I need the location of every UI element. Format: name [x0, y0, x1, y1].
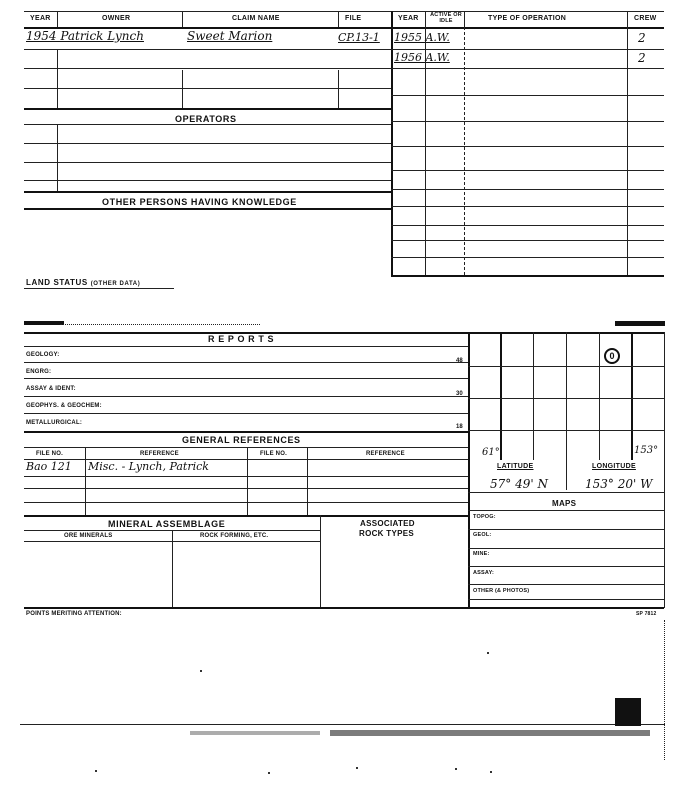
longitude-value: 153° 20' W — [585, 477, 653, 491]
header-year-2: YEAR — [398, 15, 419, 22]
header-file: FILE — [345, 15, 362, 22]
grid-right-lon: 153° — [634, 445, 659, 456]
land-status-title: LAND STATUS (OTHER DATA) — [26, 278, 141, 287]
location-circle-mark: 0 — [604, 348, 620, 364]
general-references-title: GENERAL REFERENCES — [182, 435, 301, 445]
latitude-label: LATITUDE — [497, 463, 534, 470]
longitude-label: LONGITUDE — [592, 463, 636, 470]
map-topog: TOPOG: — [473, 514, 496, 520]
header-owner: OWNER — [102, 15, 131, 22]
scan-smudge — [615, 321, 665, 326]
geology-label: GEOLOGY: — [26, 352, 60, 358]
ref-entry: Misc. - Lynch, Patrick — [88, 460, 209, 473]
claim-file-value: CP.13-1 — [338, 31, 380, 44]
rock-types-label: ROCK TYPES — [359, 529, 415, 538]
scan-smudge — [24, 321, 64, 325]
map-assay: ASSAY: — [473, 570, 495, 576]
points-meriting-attention: POINTS MERITING ATTENTION: — [26, 611, 122, 617]
geophys-geochem-label: GEOPHYS. & GEOCHEM: — [26, 403, 102, 409]
grid-left-lat: 61° — [482, 447, 500, 458]
header-crew: CREW — [634, 15, 657, 22]
claim-name-value: Sweet Marion — [187, 29, 273, 43]
map-other-photos: OTHER (& PHOTOS) — [473, 588, 530, 594]
header-active-or-idle: ACTIVE OR IDLE — [430, 12, 462, 24]
scan-smudge — [190, 731, 320, 735]
operators-title: OPERATORS — [175, 114, 237, 124]
activity-1-crew: 2 — [638, 31, 646, 45]
header-type-of-operation: TYPE OF OPERATION — [488, 15, 567, 22]
activity-1-year-status: 1955 A.W. — [394, 31, 450, 44]
scan-smudge — [615, 698, 641, 726]
activity-2-crew: 2 — [638, 51, 646, 65]
metallurgical-label: METALLURGICAL: — [26, 420, 83, 426]
associated-label: ASSOCIATED — [360, 519, 415, 528]
form-number: SP 7812 — [636, 611, 657, 617]
other-persons-title: OTHER PERSONS HAVING KNOWLEDGE — [102, 197, 297, 207]
map-geol: GEOL: — [473, 532, 492, 538]
header-claim-name: CLAIM NAME — [232, 15, 280, 22]
claim-year-owner: 1954 Patrick Lynch — [26, 29, 144, 43]
scan-smudge — [330, 730, 650, 736]
reports-title: R E P O R T S — [208, 334, 275, 344]
activity-2-year-status: 1956 A.W. — [394, 51, 450, 64]
header-year: YEAR — [30, 15, 51, 22]
latitude-value: 57° 49' N — [490, 477, 548, 491]
mineral-assemblage-title: MINERAL ASSEMBLAGE — [108, 519, 226, 529]
ref-file-entry: Bao 121 — [26, 460, 72, 473]
engrg-label: ENGRG: — [26, 369, 52, 375]
map-mine: MINE: — [473, 551, 490, 557]
assay-ident-label: ASSAY & IDENT: — [26, 386, 76, 392]
maps-title: MAPS — [552, 499, 577, 508]
